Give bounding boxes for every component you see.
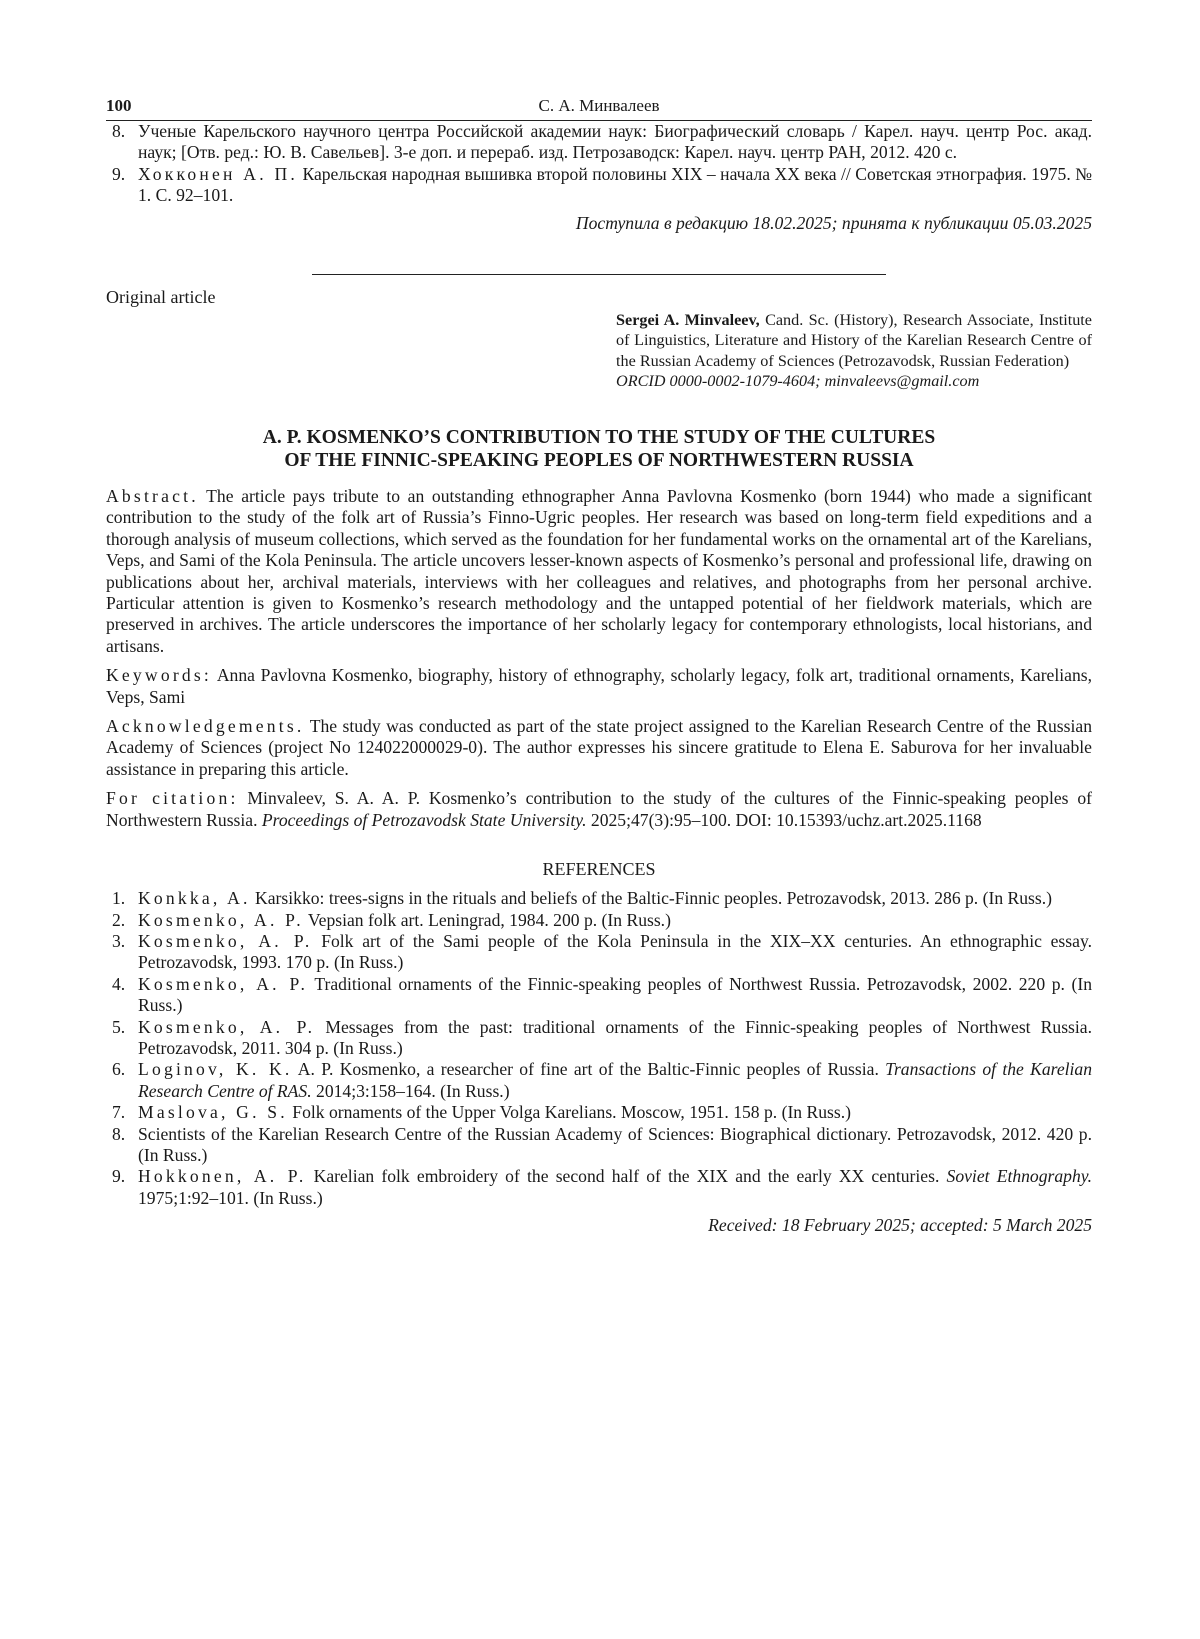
references-list [106,888,1092,1209]
reference-text: Карельская народная вышивка второй половины XIX – начала XX века // Советская этнография. 1975. № 1. С. 92–101. [138,163,1092,206]
en-dates: Received: 18 February 2025; accepted: 5 March 2025 [708,1215,1092,1236]
citation-doi: 2025;47(3):95–100. DOI: 10.15393/uchz.art.2025.1168 [590,809,982,830]
list-item: 9. Хокконен А. П. Карельская народная вышивка второй половины XIX – начала XX века // Советская этнография. 1975. № 1. С. 92–101. [112,163,1092,206]
reference-tail: 2014;3:158–164. (In Russ.) [316,1080,510,1101]
reference-text: Ученые Карельского научного центра Российской академии наук: Биографический словарь / Карел. науч. центр Рос. акад. наук; [Отв. ред.: Ю. В. Савельев]. 3-е доп. и перераб. изд. Петрозаводск: Карел. науч. центр РАН, 2012. 420 с. [138,121,1092,163]
keywords-label: Keywords: [106,665,213,686]
reference-author: Maslova, G. S. [138,1102,288,1123]
keywords [106,665,1092,708]
author-name: Sergei A. Minvaleev, [616,310,760,329]
reference-author: Loginov, K. K. [138,1059,293,1080]
author-affiliation: Cand. Sc. (History), Research Associate, Institute of Linguistics, Literature and History of the Karelian Research Centre of the Russian Academy of Sciences (Petrozavodsk, Russian Federation) [616,310,1092,370]
abstract [106,486,1092,657]
page-number: 100 [106,96,132,115]
reference-author: Kosmenko, A. P. [138,930,313,951]
citation-journal: Proceedings of Petrozavodsk State University. [261,809,587,830]
article-title [106,426,1092,472]
reference-author: Kosmenko, A. P. [138,973,309,994]
list-item: 9. Hokkonen, A. P. Karelian folk embroidery of the second half of the XIX and the early XX centuries. Soviet Ethnography. 1975;1:92–101. (In Russ.) [112,1166,1092,1208]
divider [312,274,886,275]
reference-text: Messages from the past: traditional ornaments of the Finnic-speaking peoples of Northwest Russia. Petrozavodsk, 2011. 304 p. (In Russ.) [138,1016,1092,1058]
page [106,90,1092,1236]
list-item: 4. Kosmenko, A. P. Traditional ornaments of the Finnic-speaking peoples of Northwest Russia. Petrozavodsk, 2002. 220 p. (In Russ.) [112,973,1092,1016]
reference-author: Kosmenko, A. P. [138,1016,316,1037]
title-line-2: OF THE FINNIC-SPEAKING PEOPLES OF NORTHWESTERN RUSSIA [284,450,914,471]
russian-references-list [106,121,1092,207]
reference-author: Kosmenko, A. P. [138,909,304,930]
abstract-label: Abstract. [106,486,199,506]
keywords-text: Anna Pavlovna Kosmenko, biography, history of ethnography, scholarly legacy, folk art, traditional ornaments, Karelians, Veps, Sami [106,665,1092,707]
reference-tail: 1975;1:92–101. (In Russ.) [138,1187,323,1208]
citation [106,788,1092,831]
acknowledgements-label: Acknowledgements. [106,716,305,737]
author-block [616,310,1092,392]
reference-text: Folk ornaments of the Upper Volga Karelians. Moscow, 1951. 158 p. (In Russ.) [292,1102,851,1123]
list-item: 8. Scientists of the Karelian Research Centre of the Russian Academy of Sciences: Biographical dictionary. Petrozavodsk, 2012. 420 p. (In Russ.) [112,1123,1092,1165]
ru-dates: Поступила в редакцию 18.02.2025; принята к публикации 05.03.2025 [575,212,1092,233]
list-item: 6. Loginov, K. K. A. P. Kosmenko, a researcher of fine art of the Baltic-Finnic peoples of Russia. Transactions of the Karelian Research Centre of RAS. 2014;3:158–164. (In Russ.) [112,1059,1093,1101]
citation-text: Minvaleev, S. A. A. P. Kosmenko’s contribution to the study of the cultures of the Finnic-speaking peoples of Northwestern Russia. [106,788,1093,830]
acknowledgements [106,716,1092,780]
acknowledgements-text: The study was conducted as part of the state project assigned to the Karelian Research Centre of the Russian Academy of Sciences (project No 124022000029-0). The author expresses his sincere gratitude to Elena E. Saburova for her invaluable assistance in preparing this article. [106,716,1092,779]
list-item: 7. Maslova, G. S. Folk ornaments of the Upper Volga Karelians. Moscow, 1951. 158 p. (In Russ.) [112,1102,851,1123]
title-line-1: A. P. KOSMENKO’S CONTRIBUTION TO THE STUDY OF THE CULTURES [262,427,936,448]
article-type: Original article [106,286,216,307]
reference-journal: Transactions of the Karelian Research Centre of RAS. [138,1059,1093,1101]
running-title: С. А. Минвалеев [538,96,660,115]
reference-author: Konkka, A. [138,888,251,909]
list-item: 1. Konkka, A. Karsikko: trees-signs in the rituals and beliefs of the Baltic-Finnic peoples. Petrozavodsk, 2013. 286 p. (In Russ.) [112,888,1052,909]
abstract-text: The article pays tribute to an outstanding ethnographer Anna Pavlovna Kosmenko (born 1944) who made a significant contribution to the study of the folk art of Russia’s Finno-Ugric peoples. Her research was based on long-term field expeditions and a thorough analysis of museum collections, which served as the foundation for her fundamental works on the ornamental art of the Karelians, Veps, and Sami of the Kola Peninsula. The article uncovers lesser-known aspects of Kosmenko’s personal and professional life, drawing on publications about her, archival materials, interviews with her colleagues and relatives, and photographs from her personal archive. Particular attention is given to Kosmenko’s research methodology and the untapped potential of her fieldwork materials, which are preserved in archives. The article underscores the importance of her scholarly legacy for contemporary ethnologists, local historians, and artisans. [106,486,1092,656]
author-orcid: ORCID 0000-0002-1079-4604; minvaleevs@gmail.com [616,372,980,391]
reference-text: Vepsian folk art. Leningrad, 1984. 200 p. (In Russ.) [307,909,671,930]
references-heading: REFERENCES [542,859,656,880]
list-item: 5. Kosmenko, A. P. Messages from the past: traditional ornaments of the Finnic-speaking peoples of Northwest Russia. Petrozavodsk, 2011. 304 p. (In Russ.) [112,1016,1092,1058]
list-item: 3. Kosmenko, A. P. Folk art of the Sami people of the Kola Peninsula in the XIX–XX centuries. An ethnographic essay. Petrozavodsk, 1993. 170 p. (In Russ.) [112,930,1092,973]
reference-journal: Soviet Ethnography. [946,1166,1092,1187]
reference-author: Хокконен А. П. [138,163,298,184]
reference-text: Karelian folk embroidery of the second half of the XIX and the early XX centuries. [313,1166,940,1187]
page-header [106,90,1092,121]
list-item: 2. Kosmenko, A. P. Vepsian folk art. Leningrad, 1984. 200 p. (In Russ.) [112,909,671,930]
reference-text: Scientists of the Karelian Research Centre of the Russian Academy of Sciences: Biographical dictionary. Petrozavodsk, 2012. 420 p. (In Russ.) [138,1123,1092,1165]
citation-label: For citation: [106,788,239,809]
reference-text: A. P. Kosmenko, a researcher of fine art of the Baltic-Finnic peoples of Russia. [297,1059,879,1080]
reference-text: Traditional ornaments of the Finnic-speaking peoples of Northwest Russia. Petrozavodsk, 2002. 220 p. (In Russ.) [138,973,1092,1016]
reference-text: Karsikko: trees-signs in the rituals and beliefs of the Baltic-Finnic peoples. Petrozavodsk, 2013. 286 p. (In Russ.) [255,888,1052,909]
reference-text: Folk art of the Sami people of the Kola Peninsula in the XIX–XX centuries. An ethnographic essay. Petrozavodsk, 1993. 170 p. (In Russ.) [138,930,1092,973]
list-item: 8. Ученые Карельского научного центра Российской академии наук: Биографический словарь / Карел. науч. центр Рос. акад. наук; [Отв. ред.: Ю. В. Савельев]. 3-е доп. и перераб. изд. Петрозаводск: Карел. науч. центр РАН, 2012. 420 с. [112,121,1092,163]
reference-author: Hokkonen, A. P. [138,1166,307,1187]
